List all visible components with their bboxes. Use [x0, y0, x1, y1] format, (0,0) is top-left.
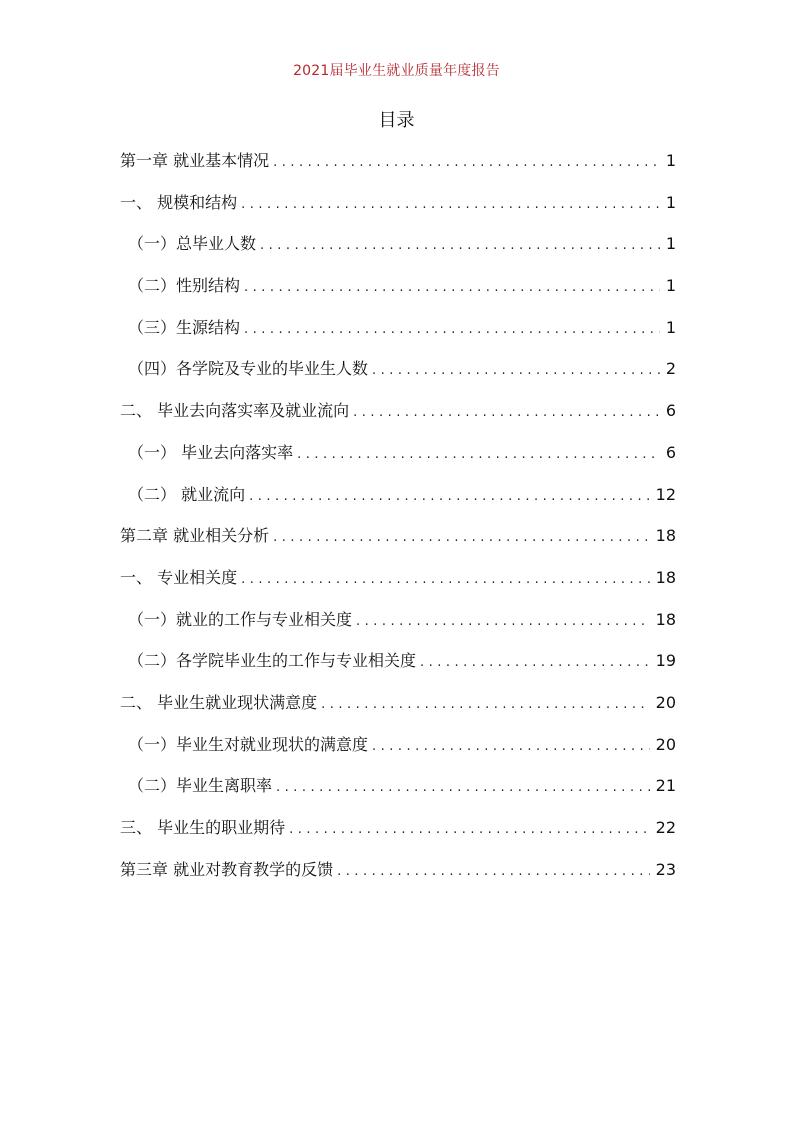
toc-entry-text: 一、 专业相关度	[120, 567, 238, 587]
toc-entry-text: （二）性别结构	[128, 276, 241, 296]
toc-entry-page: 6	[665, 401, 676, 421]
toc-entry[interactable]	[120, 688, 676, 730]
toc-leader-dots	[273, 523, 650, 553]
toc-entry[interactable]	[120, 730, 676, 772]
toc-entry-page: 6	[665, 442, 676, 462]
toc-leader-dots	[297, 440, 660, 470]
toc-entry-page: 20	[655, 734, 676, 754]
toc-entry-text: 第三章 就业对教育教学的反馈	[120, 859, 334, 879]
toc-entry-page: 12	[655, 484, 676, 504]
toc-entry-page: 18	[655, 567, 676, 587]
toc-leader-dots	[372, 732, 650, 762]
toc-leader-dots	[420, 648, 650, 678]
toc-title: 目录	[378, 110, 415, 131]
toc-entry-page: 1	[665, 192, 676, 212]
toc-leader-dots	[372, 356, 660, 386]
toc-entry-page: 18	[655, 526, 676, 546]
toc-leader-dots	[241, 565, 650, 595]
toc-entry-text: （二） 就业流向	[128, 484, 246, 504]
toc-entry-page: 22	[655, 818, 676, 837]
toc-entry[interactable]	[120, 229, 676, 271]
report-header-title: 2021届毕业生就业质量年度报告	[293, 63, 500, 79]
toc-leader-dots	[276, 773, 650, 803]
toc-entry[interactable]	[120, 771, 676, 813]
toc-entry-text: （二）毕业生离职率	[128, 776, 273, 796]
toc-entry[interactable]	[120, 855, 676, 897]
toc-leader-dots	[337, 857, 650, 887]
toc-entry[interactable]	[120, 146, 676, 188]
toc-entry-text: （一）毕业生对就业现状的满意度	[128, 734, 369, 754]
toc-entry-text: 第一章 就业基本情况	[120, 151, 270, 170]
toc-leader-dots	[289, 815, 650, 845]
toc-leader-dots	[241, 190, 660, 220]
toc-entry-page: 23	[655, 859, 676, 879]
toc-leader-dots	[273, 148, 660, 178]
table-of-contents	[120, 146, 676, 896]
toc-leader-dots	[249, 482, 650, 512]
toc-entry-text: （二）各学院毕业生的工作与专业相关度	[128, 651, 417, 671]
toc-entry-text: 一、 规模和结构	[120, 192, 238, 212]
toc-entry-text: （四）各学院及专业的毕业生人数	[128, 359, 369, 379]
toc-entry[interactable]	[120, 563, 676, 605]
toc-entry-page: 1	[665, 151, 676, 170]
toc-entry-page: 1	[665, 234, 676, 254]
toc-leader-dots	[353, 398, 660, 428]
toc-entry-text: 第二章 就业相关分析	[120, 526, 270, 546]
toc-leader-dots	[260, 231, 660, 261]
toc-entry-page: 21	[655, 776, 676, 796]
toc-leader-dots	[244, 315, 660, 345]
toc-entry[interactable]	[120, 605, 676, 647]
toc-entry[interactable]	[120, 313, 676, 355]
toc-entry-page: 20	[655, 692, 676, 712]
toc-entry-text: 二、 毕业去向落实率及就业流向	[120, 401, 350, 421]
toc-entry-text: （一）就业的工作与专业相关度	[128, 609, 353, 629]
toc-entry-page: 18	[655, 609, 676, 629]
toc-entry-text: （一） 毕业去向落实率	[128, 442, 294, 462]
toc-leader-dots	[321, 690, 650, 720]
toc-entry-page: 1	[665, 317, 676, 337]
toc-entry[interactable]	[120, 354, 676, 396]
toc-entry[interactable]	[120, 188, 676, 230]
toc-entry-text: 二、 毕业生就业现状满意度	[120, 692, 318, 712]
toc-entry-page: 1	[665, 276, 676, 296]
toc-entry-page: 19	[655, 651, 676, 671]
toc-entry-text: （一）总毕业人数	[128, 234, 257, 254]
toc-entry-page: 2	[665, 359, 676, 379]
toc-entry[interactable]	[120, 480, 676, 522]
toc-entry[interactable]	[120, 396, 676, 438]
toc-leader-dots	[356, 607, 650, 637]
toc-entry-text: （三）生源结构	[128, 317, 241, 337]
toc-entry[interactable]	[120, 521, 676, 563]
toc-leader-dots	[244, 273, 660, 303]
toc-entry[interactable]	[120, 813, 676, 855]
toc-entry[interactable]	[120, 438, 676, 480]
toc-entry[interactable]	[120, 271, 676, 313]
toc-entry[interactable]	[120, 646, 676, 688]
toc-entry-text: 三、 毕业生的职业期待	[120, 818, 286, 837]
